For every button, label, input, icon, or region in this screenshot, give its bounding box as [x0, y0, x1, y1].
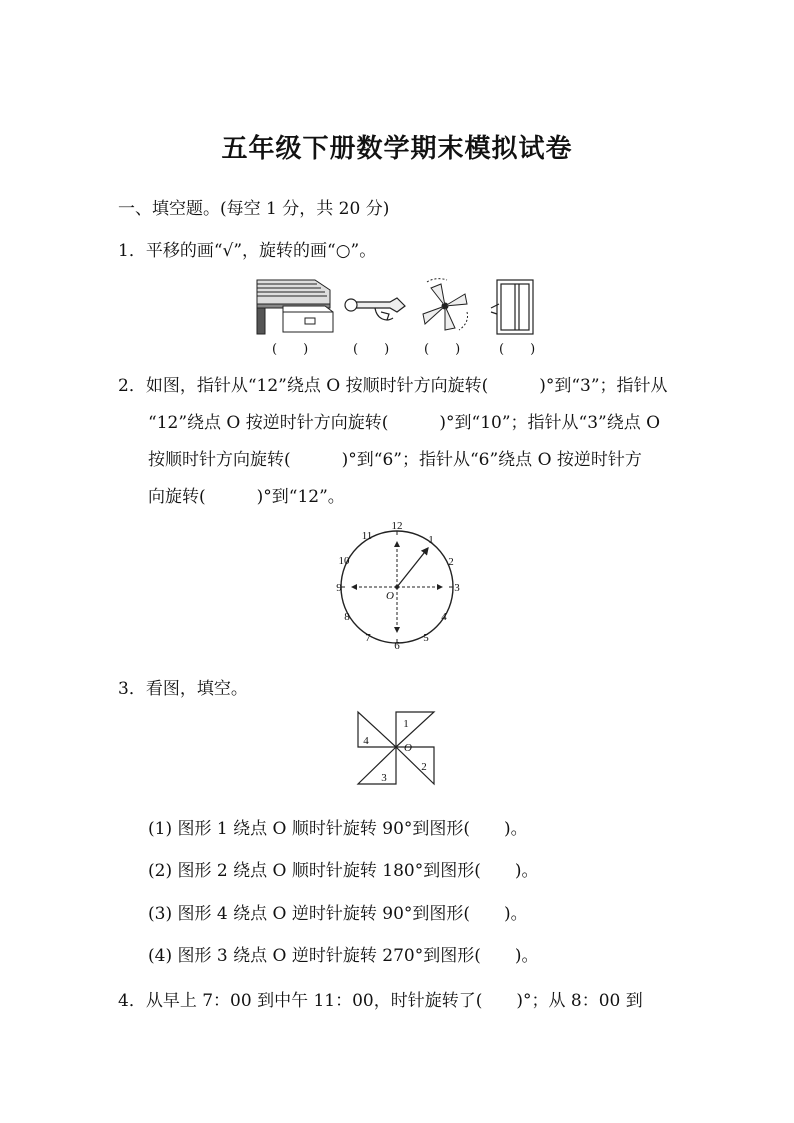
question-3-item-2: (2) 图形 2 绕点 O 顺时针旋转 180°到图形( )。	[148, 861, 539, 881]
question-3-item-3: (3) 图形 4 绕点 O 逆时针旋转 90°到图形( )。	[148, 904, 528, 924]
question-3-item-1: (1) 图形 1 绕点 O 顺时针旋转 90°到图形( )。	[148, 819, 528, 839]
clock-number-12: 12	[391, 520, 403, 532]
triangle-3	[358, 747, 396, 784]
question-2-line-4: 向旋转( )°到“12”。	[148, 487, 345, 507]
clock-number-4: 4	[441, 611, 447, 623]
question-4-text: 4．从早上 7：00 到中午 11：00，时针旋转了( )°；从 8：00 到	[118, 991, 643, 1011]
answer-blank-3[interactable]: ( )	[424, 342, 461, 357]
question-2-line-3: 按顺时针方向旋转( )°到“6”；指针从“6”绕点 O 按逆时针方	[148, 450, 642, 470]
clock-hand	[397, 548, 428, 587]
triangle-1	[396, 712, 434, 747]
answer-blank-4[interactable]: ( )	[499, 342, 536, 357]
clock-diagram	[330, 518, 465, 653]
wrench-picture	[345, 298, 405, 320]
question-1-text: 1．平移的画“√”，旋转的画“○”。	[118, 241, 377, 261]
question-3-item-4: (4) 图形 3 绕点 O 逆时针旋转 270°到图形( )。	[148, 946, 539, 966]
clock-number-2: 2	[448, 556, 454, 568]
question-3-text: 3．看图，填空。	[118, 679, 248, 699]
answer-blank-1[interactable]: ( )	[272, 342, 309, 357]
pinwheel-diagram	[352, 710, 442, 796]
window-picture	[491, 280, 533, 334]
triangle-2	[396, 747, 434, 784]
clock-number-5: 5	[423, 632, 429, 644]
pinwheel-center-label: O	[404, 742, 412, 754]
answer-blank-2[interactable]: ( )	[353, 342, 390, 357]
question-2-line-1: 2．如图，指针从“12”绕点 O 按顺时针方向旋转( )°到“3”；指针从	[118, 376, 668, 396]
drawer-picture	[257, 280, 333, 334]
question-2-line-2: “12”绕点 O 按逆时针方向旋转( )°到“10”；指针从“3”绕点 O	[148, 413, 661, 433]
triangle-label-2: 2	[421, 761, 427, 773]
triangle-label-1: 1	[403, 718, 409, 730]
clock-number-3: 3	[454, 582, 460, 594]
triangle-label-4: 4	[363, 735, 369, 747]
clock-number-9: 9	[336, 582, 342, 594]
clock-number-8: 8	[344, 611, 350, 623]
clock-number-11: 11	[361, 530, 373, 542]
page-title: 五年级下册数学期末模拟试卷	[221, 134, 573, 164]
triangle-label-3: 3	[381, 772, 387, 784]
clock-number-1: 1	[428, 534, 434, 546]
section-heading: 一、填空题。(每空 1 分，共 20 分)	[118, 199, 390, 219]
clock-center-label: O	[386, 590, 394, 602]
clock-number-6: 6	[394, 640, 400, 652]
fan-picture	[423, 279, 468, 330]
clock-number-7: 7	[365, 632, 371, 644]
clock-number-10: 10	[338, 555, 350, 567]
